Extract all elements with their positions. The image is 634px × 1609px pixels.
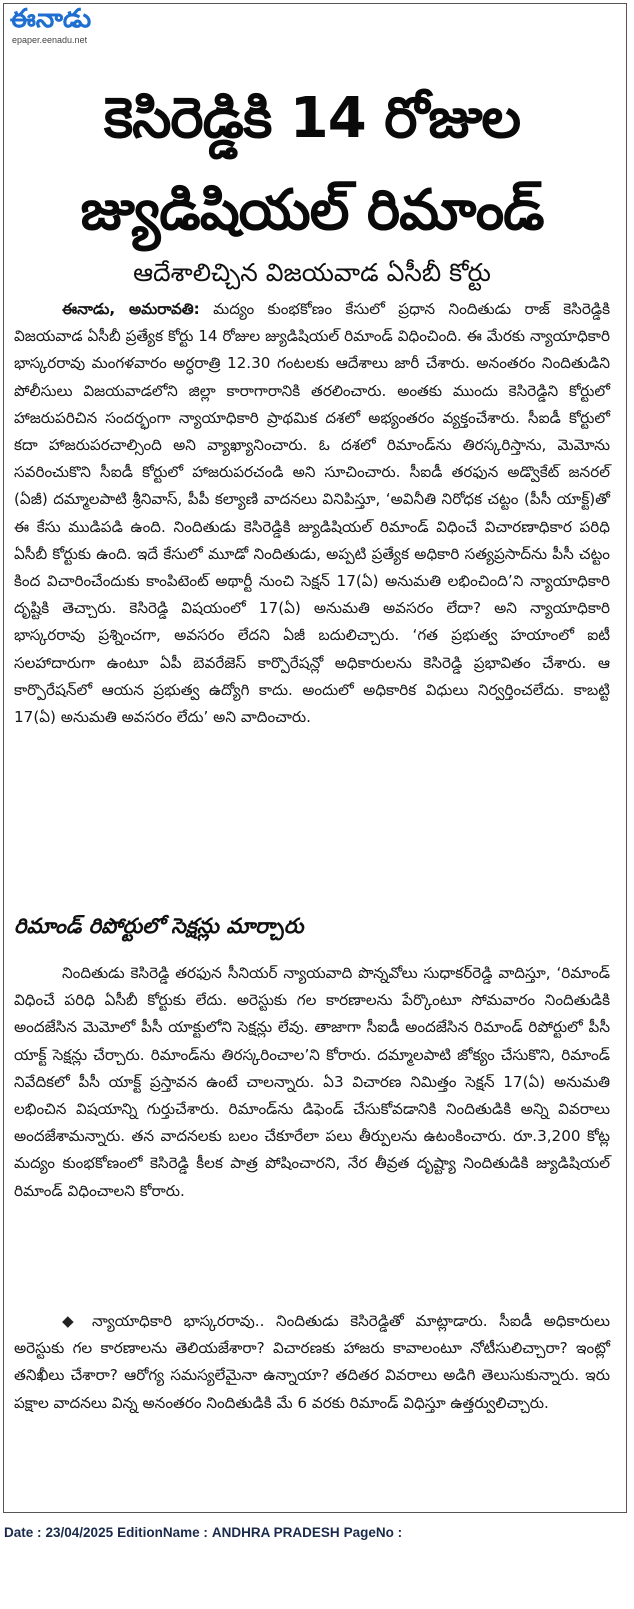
paragraph-2: నిందితుడు కెసిరెడ్డి తరఫున సీనియర్ న్యాయవాది పొన్నవోలు సుధాకర్‌రెడ్డి వాదిస్తూ, ‘రిమాండ్ విధించే పరిధి ఏసీబీ కోర్టుకు లేదు. అరెస్టుకు గల కారణాలను పేర్కొంటూ సోమవారం నిందితుడికి అందజేసిన మెమోలో పీసీ యాక్టులోని సెక్షన్లు లేవు. తాజాగా సీఐడీ అందజేసిన రిమాండ్ రిపోర్టులో పీసీ యాక్ట్ సెక్షన్లు చేర్చారు. రిమాండ్‌ను తిరస్కరించాల’ని కోరారు. దమ్మాలపాటి జోక్యం చేసుకొని, రిమాండ్ నివేదికలో పీసీ యాక్ట్ ప్రస్తావన ఉంటే చాలన్నారు. ఏ3 విచారణ నిమిత్తం సెక్షన్ 17(ఏ) అనుమతి లభించిన విషయాన్ని గుర్తుచేశారు. రిమాండ్‌ను డిఫెండ్ చేసుకోవడానికి నిందితుడికి అన్ని వివరాలు అందజేశామన్నారు. తన వాదనలకు బలం చేకూరేలా పలు తీర్పులను ఉటంకించారు. రూ.3,200 కోట్ల మద్యం కుంభకోణంలో కెసిరెడ్డి కీలక పాత్ర పోషించారని, నేర తీవ్రత దృష్ట్యా నిందితుడికి జ్యుడిషియల్ రిమాండ్ విధించాలని కోరారు. <box>14 964 610 1200</box>
dateline: ఈనాడు, అమరావతి: <box>62 300 200 318</box>
paragraph-3 <box>14 1308 610 1417</box>
article-body-section-2 <box>14 960 610 1205</box>
subheadline: ఆదేశాలిచ్చిన విజయవాడ ఏసీబీ కోర్టు <box>133 258 491 287</box>
article-body-section-3 <box>14 1308 610 1417</box>
crosshead: రిమాండ్ రిపోర్టులో సెక్షన్లు మార్చారు <box>14 914 304 938</box>
edition-value: ANDHRA PRADESH <box>211 1525 340 1540</box>
date-value: 23/04/2025 <box>45 1525 114 1540</box>
diamond-bullet-icon: ◆ <box>62 1312 81 1330</box>
footer-meta <box>4 1524 624 1542</box>
headline-line-1: కెసిరెడ్డికి 14 రోజుల <box>103 86 521 151</box>
paragraph-1 <box>14 296 610 731</box>
date-label: Date : <box>4 1525 42 1540</box>
site-url: epaper.eenadu.net <box>12 35 88 45</box>
headline-line-2: జ్యుడిషియల్ రిమాండ్ <box>80 178 544 243</box>
page-label: PageNo : <box>343 1525 403 1540</box>
article-body-section-1 <box>14 296 610 731</box>
paragraph-1-text: మద్యం కుంభకోణం కేసులో ప్రధాన నిందితుడు రాజ్ కెసిరెడ్డికి విజయవాడ ఏసీబీ ప్రత్యేక కోర్టు 14 రోజుల జ్యుడిషియల్ రిమాండ్ విధించింది. ఈ మేరకు న్యాయాధికారి భాస్కరరావు మంగళవారం అర్ధరాత్రి 12.30 గంటలకు ఆదేశాలు జారీ చేశారు. అనంతరం నిందితుడిని పోలీసులు విజయవాడలోని జిల్లా కారాగారానికి తరలించారు. అంతకు ముందు కెసిరెడ్డిని కోర్టులో హాజరుపరిచిన సందర్భంగా న్యాయాధికారి ప్రాథమిక దశలో అభ్యంతరం వ్యక్తంచేశారు. సీఐడీ కోర్టులో కదా హాజరుపరచాల్సింది అని వ్యాఖ్యానించారు. ఓ దశలో రిమాండ్‌ను తిరస్కరిస్తాను, మెమోను సవరించుకొని సీఐడీ కోర్టులో హాజరుపరచండి అని సూచించారు. సీఐడీ తరఫున అడ్వొకేట్ జనరల్ (ఏజీ) దమ్మాలపాటి శ్రీనివాస్, పీపీ కల్యాణి వాదనలు వినిపిస్తూ, ‘అవినీతి నిరోధక చట్టం (పీసీ యాక్ట్)తో ఈ కేసు ముడిపడి ఉంది. నిందితుడు కెసిరెడ్డికి జ్యుడిషియల్ రిమాండ్ విధించే విచారణాధికార పరిధి ఏసీబీ కోర్టుకు ఉంది. ఇదే కేసులో మూడో నిందితుడు, అప్పటి ప్రత్యేక అధికారి సత్యప్రసాద్‌ను పీసీ చట్టం కింద విచారించేందుకు కాంపిటెంట్ అథార్టీ నుంచి సెక్షన్ 17(ఏ) అనుమతి లభించింది’ని న్యాయాధికారి దృష్టికి తెచ్చారు. కెసిరెడ్డి విషయంలో 17(ఏ) అనుమతి అవసరం లేదా? అని న్యాయాధికారి భాస్కరరావు ప్రశ్నించగా, అవసరం లేదని ఏజీ బదులిచ్చారు. ‘గత ప్రభుత్వ హయాంలో ఐటీ సలహాదారుగా ఉంటూ ఏపీ బెవరేజెస్ కార్పొరేషన్లో అధికారులను కెసిరెడ్డి ప్రభావితం చేశారు. ఆ కార్పొరేషన్‌లో ఆయన ప్రభుత్వ ఉద్యోగి కాదు. అందులో అధికారిక విధులు నిర్వర్తించలేదు. కాబట్టి 17(ఏ) అనుమతి అవసరం లేదు’ అని వాదించారు. <box>14 300 611 727</box>
paragraph-3-text: న్యాయాధికారి భాస్కరరావు.. నిందితుడు కెసిరెడ్డితో మాట్లాడారు. సీఐడీ అధికారులు అరెస్టుకు గల కారణాలను తెలియజేశారా? విచారణకు హాజరు కావాలంటూ నోటీసులిచ్చారా? ఇంట్లో తనిఖీలు చేశారా? ఆరోగ్య సమస్యలేమైనా ఉన్నాయా? తదితర వివరాలు అడిగి తెలుసుకున్నారు. ఇరు పక్షాల వాదనలు విన్న అనంతరం నిందితుడికి మే 6 వరకు రిమాండ్ విధిస్తూ ఉత్తర్వులిచ్చారు. <box>14 1312 610 1412</box>
edition-label: EditionName : <box>117 1525 208 1540</box>
eenadu-logo: ఈనాడు <box>10 4 92 34</box>
masthead <box>10 4 140 50</box>
